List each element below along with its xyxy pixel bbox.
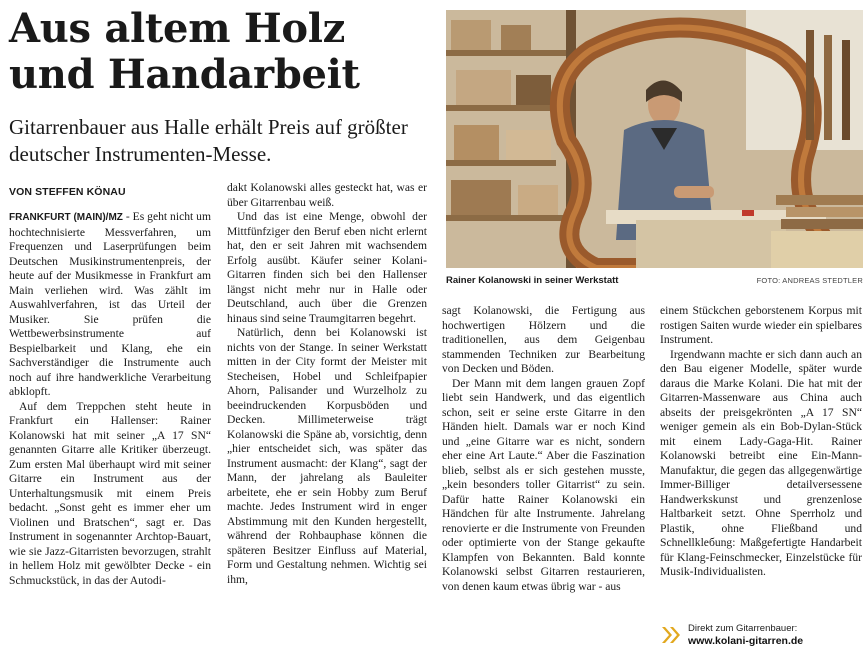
workshop-photo-image: [446, 10, 863, 268]
article-column-2: [227, 181, 427, 587]
article-paragraph: sagt Kolanowski, die Fertigung aus hochwertigen Hölzern und die traditionellen, aus dem Geigenbau stammenden Techniken zur Bearbeitung von Decken und Böden.: [442, 304, 645, 375]
article-headline: Aus altem Holz und Handarbeit: [9, 5, 360, 98]
article-paragraph: Irgendwann machte er sich dann auch an den Bau eigener Modelle, später wurde daraus die Marke Kolani. Die hat mit der Gitarren-Massenware aus China auch abseits der preisgekrönten „A 17 SN“ weniger gemein als ein Bob-Dylan-Stück mit einem Lady-Gaga-Hit. Rainer Kolanowski betreibt eine Ein-Mann-Manufaktur, die gegen das allgegenwärtige Immer-Billiger detailversessene Handwerkskunst und grenzenlose Haltbarkeit setzt. Ohne Sperrholz und Plastik, ohne Fließband und Schnellkleбung: Maßgefertigte Handarbeit für Klang-Feinschmecker, Einzelstücke für Musik-Individualisten.: [660, 347, 862, 578]
photo-caption: [446, 275, 863, 289]
article-subheadline: Gitarrenbauer aus Halle erhält Preis auf größter deutscher Instrumenten-Messe.: [9, 115, 408, 166]
paragraph-text: - Es geht nicht um hochtechnisierte Messverfahren, um Frequenzen und Laserprüfungen beim Deutschen Musikinstrumentenpreis, der heute auf der Musikmesse in Frankfurt am Main verliehen wird. Was zählt im Auswahlverfahren, ist das Urteil der Musiker. Sie prüfen die Wettbewerbsinstrumente auf Bespielbarkeit und Klang, ehe ein Sachverständiger die Instrumente auch noch auf ihre handwerkliche Verarbeitung abklopft.: [9, 210, 211, 398]
article-column-1: [9, 210, 211, 588]
article-paragraph: [9, 210, 211, 400]
byline: VON STEFFEN KÖNAU: [9, 186, 126, 198]
dateline: FRANKFURT (MAIN)/MZ: [9, 212, 123, 223]
photo-caption-text: Rainer Kolanowski in seiner Werkstatt: [446, 275, 619, 286]
double-arrow-icon: [660, 624, 682, 646]
article-paragraph: dakt Kolanowski alles gesteckt hat, was er über Gitarrenbau weiß.: [227, 181, 427, 209]
article-photo: [446, 10, 863, 268]
article-paragraph: Und das ist eine Menge, obwohl der Mittfünfziger den Beruf eben nicht erlernt hat, den er seit Jahren mit wachsendem Erfolg ausübt. Käufer seiner Kolani-Gitarren finden sich bei den Hallenser längst nicht mehr nur in Halle oder Deutschland, auch über die Grenzen hinaus sind seine Traumgitarren begehrt.: [227, 210, 427, 325]
web-link-box[interactable]: [660, 623, 862, 649]
article-column-3: [442, 304, 645, 594]
web-link-label: Direkt zum Gitarrenbauer:: [688, 623, 798, 634]
article-paragraph: Natürlich, denn bei Kolanowski ist nichts von der Stange. In seiner Werkstatt mitten in der City formt der Meister mit Stecheisen, Hobel und Schleifpapier Ahorn, Palisander und Wurzelholz zu beeindruckenden Korpusböden und Decken. Millimeterweise trägt Kolanowski die Späne ab, vorsichtig, denn „hier entscheidet sich, was später das Instrument ausmacht: der Klang“, sagt der Mann, der jahrelang als Bauleiter arbeitete, ehe er sein Hobby zum Beruf machte. Jedes Instrument wird in enger Abstimmung mit den Kunden hergestellt, während der Rohbauphase können die späteren Besitzer Einfluss auf Material, Form und Gestaltung nehmen. Wichtig sei ihm,: [227, 326, 427, 586]
article-paragraph: Auf dem Treppchen steht heute in Frankfurt ein Hallenser: Rainer Kolanowski hat mit seiner „A 17 SN“ genannten Gitarre alle Kritiker überzeugt. Zum ersten Mal überhaupt wird mit seiner Gitarre ein Instrument aus der Unterhaltungsmusik mit einem Preis bedacht. „Sonst geht es immer eher um Violinen und Bratschen“, sagt er. Das Instrument in sogenannter Archtop-Bauart, wie sie Jazz-Gitarristen bevorzugen, strahlt in hellem Holz mit gewölbter Decke - ein Schmuckstück, in das der Autodi-: [9, 399, 211, 587]
web-link-url[interactable]: www.kolani-gitarren.de: [688, 635, 804, 647]
photo-credit: FOTO: ANDREAS STEDTLER: [756, 276, 863, 285]
article-paragraph: Der Mann mit dem langen grauen Zopf liebt sein Handwerk, und das eigentlich schon, seit er seine erste Gitarre in den Händen hielt. Damals war er noch Kind und „eine Gitarre war es nicht, sondern eher eine Art Laute.“ Aber die Faszination blieb, selbst als er sich gestehen musste, „kein besonders toller Gitarrist“ zu sein. Dafür hatte Rainer Kolanowski ein Händchen für alte Instrumente. Jahrelang renovierte er die Instrumente von Freunden oder optimierte von der Stange gekaufte Klampfen von Bekannten. Bald konnte Kolanowski selbst Gitarren restaurieren, von denen kaum etwas übrig war - aus: [442, 376, 645, 593]
article-paragraph: einem Stückchen geborstenem Korpus mit rostigen Saiten wurde wieder ein spielbares Instrument.: [660, 304, 862, 346]
article-column-4: [660, 304, 862, 580]
